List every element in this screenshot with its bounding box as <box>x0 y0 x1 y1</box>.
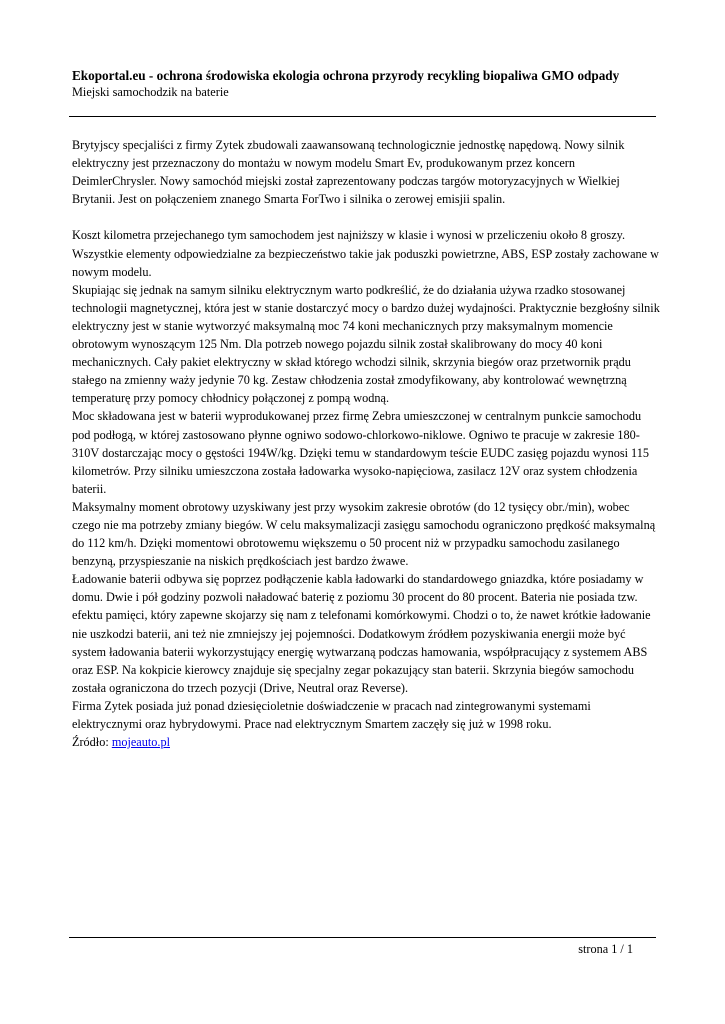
footer-divider <box>69 937 656 938</box>
source-link[interactable]: mojeauto.pl <box>111 735 170 750</box>
article-paragraph: Maksymalny moment obrotowy uzyskiwany jest przy wysokim zakresie obrotów (do 12 tysięcy obr./min), wobec czego nie ma potrzeby zmiany biegów. W celu maksymalizacji zasięgu samochodu ograniczono prędkość maksymalną do 112 km/h. Dzięki momentowi obrotowemu większemu o 50 procent niż w przypadku samochodu zasilanego benzyną, przyspieszanie na niskich prędkościach jest bardzo żwawe. <box>72 499 656 569</box>
article-body <box>72 136 660 751</box>
article-intro: Brytyjscy specjaliści z firmy Zytek zbudowali zaawansowaną technologicznie jednostkę napędową. Nowy silnik elektryczny jest przeznaczony do montażu w nowym modelu Smart Ev, produkowanym przez koncern DeimlerChrysler. Nowy samochód miejski został zaprezentowany podczas targów motoryzacyjnych w Wielkiej Brytanii. Jest on połączeniem znanego Smarta ForTwo i silnika o zerowej emisjii spalin. <box>72 138 625 207</box>
paragraph-gap <box>72 208 660 226</box>
article-title: Miejski samochodzik na baterie <box>72 85 229 99</box>
page-number: strona 1 / 1 <box>578 942 633 956</box>
article-paragraph: Ładowanie baterii odbywa się poprzez podłączenie kabla ładowarki do standardowego gniazdka, które posiadamy w domu. Dwie i pół godziny pozwoli naładować baterię z poziomu 30 procent do 80 procent. Bateria nie posiada tzw. efektu pamięci, który zapewne skojarzy się nam z telefonami komórkowymi. Chodzi o to, że nawet krótkie ładowanie nie uszkodzi baterii, ani też nie zmniejszy jej pojemności. Dodatkowym źródłem pozyskiwania energii może być system ładowania baterii wykorzystujący energię wytwarzaną podczas hamowania, współpracujący z systemem ABS oraz ESP. Na kokpicie kierowcy znajduje się specjalny zegar pokazujący stan baterii. Skrzynia biegów samochodu została ograniczona do trzech pozycji (Drive, Neutral oraz Reverse). <box>72 572 651 695</box>
article-paragraph: Skupiając się jednak na samym silniku elektrycznym warto podkreślić, że do działania używa rzadko stosowanej technologii magnetycznej, która jest w stanie dostarczyć mocy o bardzo dużej wydajności. Praktycznie bezgłośny silnik elektryczny jest w stanie wytworzyć maksymalną moc 74 koni mechanicznych przy maksymalnym momencie obrotowym wynoszącym 125 Nm. Dla potrzeb nowego pojazdu silnik został skalibrowany do mocy 40 koni mechanicznych. Cały pakiet elektryczny w skład którego wchodzi silnik, skrzynia biegów oraz przetwornik prądu stałego na zmienny waży jedynie 70 kg. Zestaw chłodzenia został zmodyfikowany, aby kontrolować wewnętrzną temperaturę przy pomocy chłodnicy połączonej z pompą wodną. <box>72 282 660 406</box>
site-title: Ekoportal.eu - ochrona środowiska ekologia ochrona przyrody recykling biopaliwa GMO odpady <box>72 68 620 83</box>
article-paragraph: Firma Zytek posiada już ponad dziesięcioletnie doświadczenie w pracach nad zintegrowanymi systemami elektrycznymi oraz hybrydowymi. Prace nad elektrycznym Smartem zaczęły się już w 1998 roku. <box>72 698 591 731</box>
article-source <box>72 733 660 751</box>
source-label: Źródło: <box>72 735 112 750</box>
article-paragraph: Moc składowana jest w baterii wyprodukowanej przez firmę Zebra umieszczonej w centralnym punkcie samochodu pod podłogą, w której zastosowano płynne ogniwo sodowo-chlorkowo-niklowe. Ogniwo te pracuje w zakresie 180-310V dostarczając mocy o gęstości 194W/kg. Dzięki temu w standardowym teście EUDC zasięg pojazdu wynosi 115 kilometrów. Przy silniku umieszczona została ładowarka wysoko-napięciowa, zasilacz 12V oraz system chłodzenia baterii. <box>72 409 649 496</box>
article-paragraph: Koszt kilometra przejechanego tym samochodem jest najniższy w klasie i wynosi w przeliczeniu około 8 groszy. Wszystkie elementy odpowiedzialne za bezpieczeństwo takie jak poduszki powietrzne, ABS, ESP zostały zachowane w nowym modelu. <box>72 228 660 279</box>
header-divider <box>69 116 656 117</box>
document-header <box>72 68 657 100</box>
